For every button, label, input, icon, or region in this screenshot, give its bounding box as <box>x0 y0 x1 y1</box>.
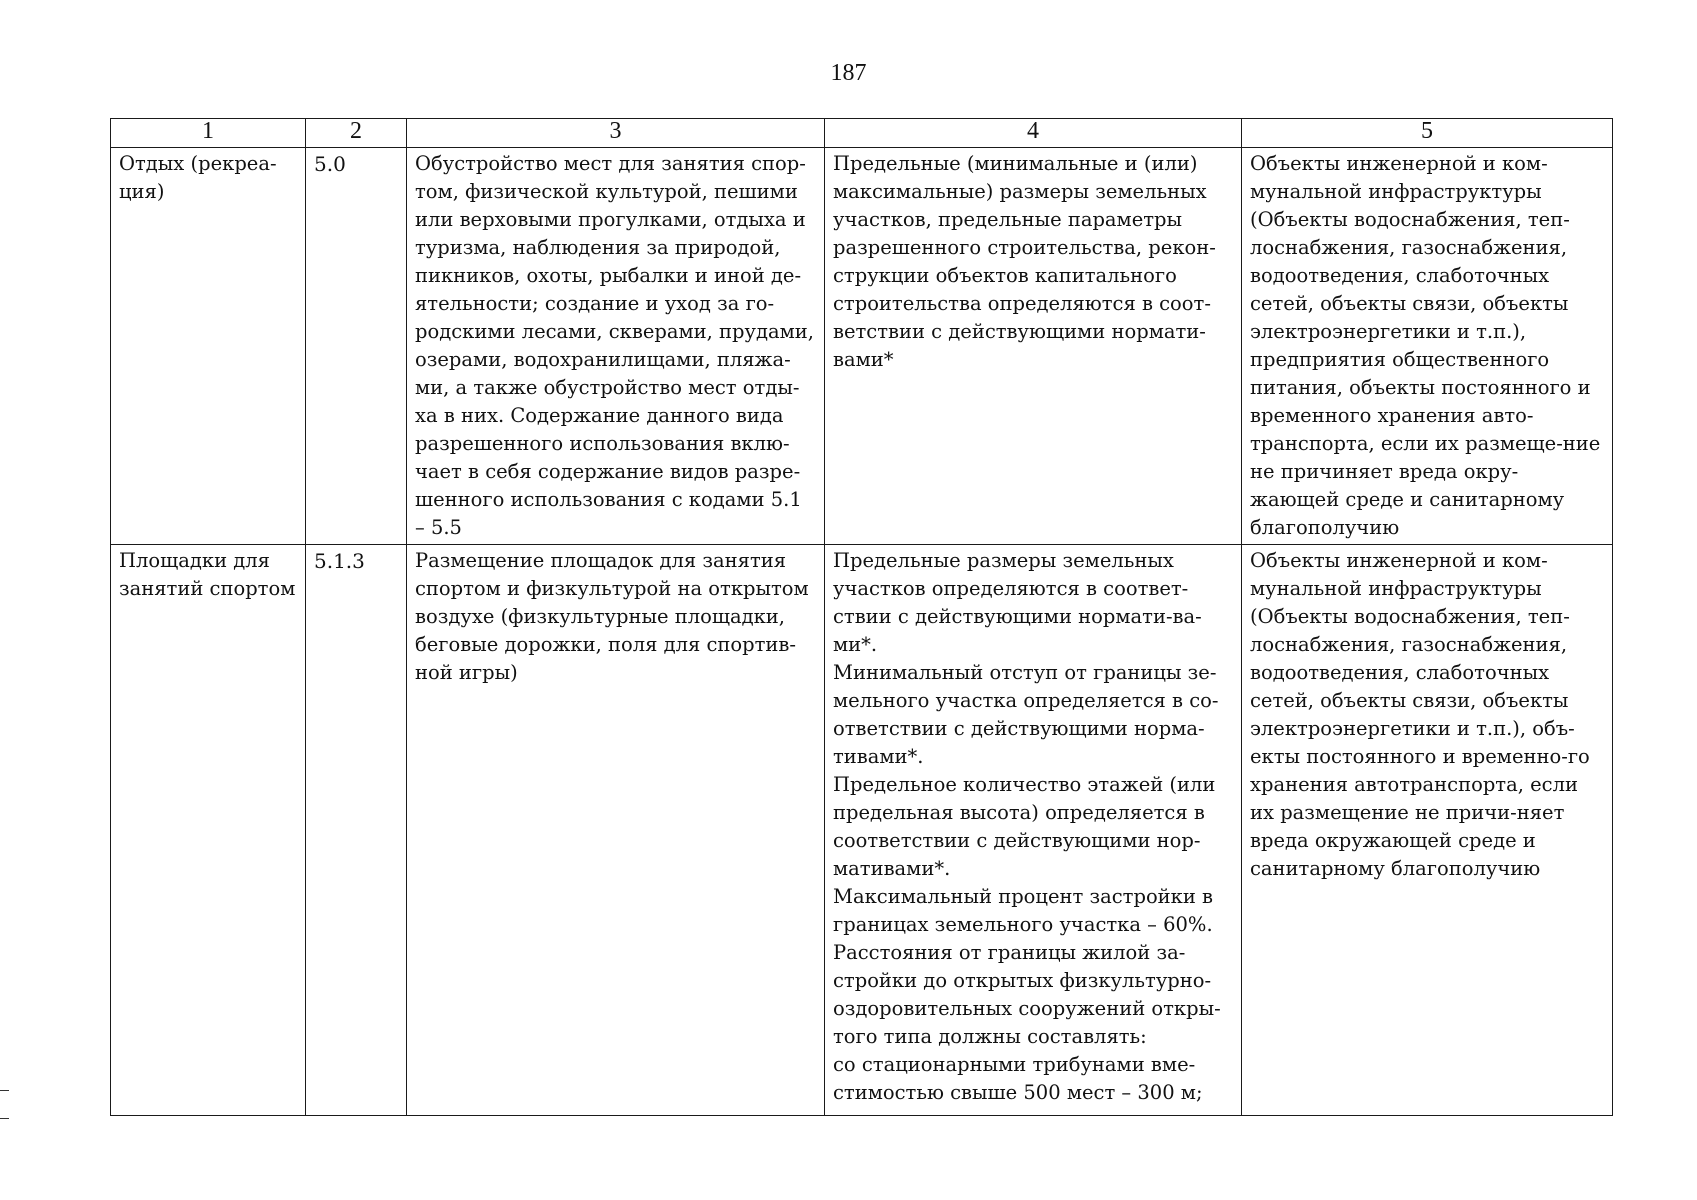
auxiliary-uses-cell: Объекты инженерной и ком-мунальной инфраструктуры (Объекты водоснабжения, теп-лоснабжения, газоснабжения, водоотведения, слаботочных сетей, объекты связи, объекты электроэнергетики и т.п.), объ-екты постоянного и временно-го хранения автотранспорта, если их размещение не причи-няет вреда окружающей среде и санитарному благополучию <box>1242 545 1613 1116</box>
land-use-description-cell: Обустройство мест для занятия спор-том, физической культурой, пешими или верховыми прогулками, отдыха и туризма, наблюдения за природой, пикников, охоты, рыбалки и иной де-ятельности; создание и уход за го-родскими лесами, скверами, прудами, озерами, водохранилищами, пляжа-ми, а также обустройство мест отды-ха в них. Содержание данного вида разрешенного использования вклю-чает в себя содержание видов разре-шенного использования с кодами 5.1 – 5.5 <box>407 148 825 545</box>
land-use-table <box>110 118 1613 1116</box>
parameter-text: Предельные размеры земельных участков определяются в соответ-ствии с действующими нормати-ва-ми*. <box>833 549 1202 656</box>
land-use-name-cell: Отдых (рекреа-ция) <box>111 148 306 545</box>
land-use-code-cell: 5.1.3 <box>306 545 407 1116</box>
table-row <box>111 148 1613 545</box>
parameter-text: Расстояния от границы жилой за-стройки до открытых физкультурно-оздоровительных сооружений откры-того типа должны составлять: <box>833 941 1221 1048</box>
land-use-name-cell: Площадки для занятий спортом <box>111 545 306 1116</box>
header-cell: 3 <box>407 119 825 148</box>
header-cell: 1 <box>111 119 306 148</box>
header-cell: 5 <box>1242 119 1613 148</box>
parameters-cell <box>825 148 1242 545</box>
land-use-description-cell: Размещение площадок для занятия спортом и физкультурой на открытом воздухе (физкультурные площадки, беговые дорожки, поля для спортив-ной игры) <box>407 545 825 1116</box>
parameters-cell <box>825 545 1242 1116</box>
land-use-code-cell: 5.0 <box>306 148 407 545</box>
parameter-text: Предельные (минимальные и (или) максимальные) размеры земельных участков, предельные параметры разрешенного строительства, рекон-струкции объектов капитального строительства определяются в соот-ветствии с действующими нормати-вами* <box>833 152 1216 371</box>
parameter-text: Предельное количество этажей (или предельная высота) определяется в соответствии с действующими нор-мативами*. <box>833 773 1216 880</box>
auxiliary-uses-cell: Объекты инженерной и ком-мунальной инфраструктуры (Объекты водоснабжения, теп-лоснабжения, газоснабжения, водоотведения, слаботочных сетей, объекты связи, объекты электроэнергетики и т.п.), предприятия общественного питания, объекты постоянного и временного хранения авто-транспорта, если их размеще-ние не причиняет вреда окру-жающей среде и санитарному благополучию <box>1242 148 1613 545</box>
table-header-row <box>111 119 1613 148</box>
margin-mark <box>0 1090 9 1091</box>
page-number: 187 <box>830 60 867 86</box>
parameter-text: Максимальный процент застройки в границах земельного участка – 60%. <box>833 885 1214 936</box>
parameter-text: Минимальный отступ от границы зе-мельного участка определяется в со-ответствии с действующими норма-тивами*. <box>833 661 1219 768</box>
margin-mark <box>0 1118 9 1119</box>
parameter-text: со стационарными трибунами вме-стимостью свыше 500 мест – 300 м; <box>833 1053 1203 1104</box>
header-cell: 4 <box>825 119 1242 148</box>
header-cell: 2 <box>306 119 407 148</box>
table-row <box>111 545 1613 1116</box>
